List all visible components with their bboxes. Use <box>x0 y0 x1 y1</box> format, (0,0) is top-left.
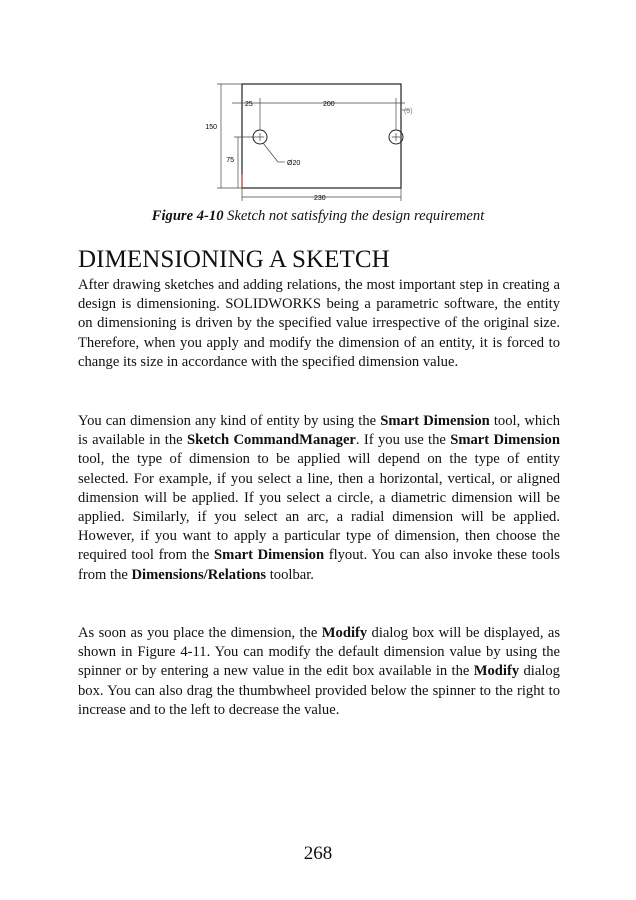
dim-25: 25 <box>245 101 253 108</box>
sketch-rectangle <box>242 84 401 188</box>
p3-text: dialog box. You can also drag the thumbwheel provided below the spinner to the right to increase and to the left to decrease the value. <box>78 663 560 718</box>
paragraph-3 <box>78 624 560 720</box>
dim-5: (5) <box>404 108 413 115</box>
dim-150: 150 <box>205 124 217 131</box>
p2-bold: Smart Dimension <box>450 432 560 449</box>
figure-caption-label: Figure 4-10 <box>151 208 224 224</box>
p2-bold: Dimensions/Relations <box>131 566 267 583</box>
dim-200: 200 <box>323 101 335 108</box>
page-number: 268 <box>303 843 333 864</box>
p2-text: toolbar. <box>266 566 314 583</box>
dim-75: 75 <box>226 157 234 164</box>
p2-text: tool, which is available in the <box>78 413 560 449</box>
p3-bold: Modify <box>473 663 520 680</box>
dim-diameter-20: Ø20 <box>287 160 301 167</box>
p2-text: You can dimension any kind of entity by using the <box>78 413 381 429</box>
p3-text: dialog box will be displayed, as shown in Figure 4-11. You can modify the default dimension value by using the spinner or by entering a new value in the edit box available in the <box>78 625 560 680</box>
paragraph-1: After drawing sketches and adding relations, the most important step in creating a design is dimensioning. SOLIDWORKS being a parametric software, the entity on dimensioning is driven by the specified value irrespective of the original size. Therefore, when you apply and modify the dimension of an entity, it is forced to change its size in accordance with the specified dimension value. <box>78 277 560 370</box>
figure-caption-text: Sketch not satisfying the design requirement <box>227 208 485 224</box>
paragraph-2 <box>78 412 560 585</box>
p3-bold: Modify <box>321 625 368 641</box>
p2-bold: Smart Dimension <box>380 413 490 429</box>
p2-text: tool, the type of dimension to be applied will depend on the type of entity selected. For example, if you select a line, then a horizontal, vertical, or aligned dimension will be applied. If you select a circle, a diametric dimension will be applied. Similarly, if you select an arc, a radial dimension will be applied. However, if you want to apply a particular type of dimension, then choose the required tool from the <box>78 451 560 564</box>
figure-caption <box>0 208 636 225</box>
sketch-figure <box>0 0 636 210</box>
p3-text: As soon as you place the dimension, the <box>78 625 322 641</box>
p2-bold: Sketch CommandManager <box>186 432 356 449</box>
section-heading: DIMENSIONING A SKETCH <box>78 246 390 273</box>
dim-230: 230 <box>314 195 326 202</box>
p2-text: flyout. You can also invoke these tools from the <box>78 547 560 583</box>
p2-bold: Smart Dimension <box>214 547 325 564</box>
p2-text: . If you use the <box>355 432 451 449</box>
